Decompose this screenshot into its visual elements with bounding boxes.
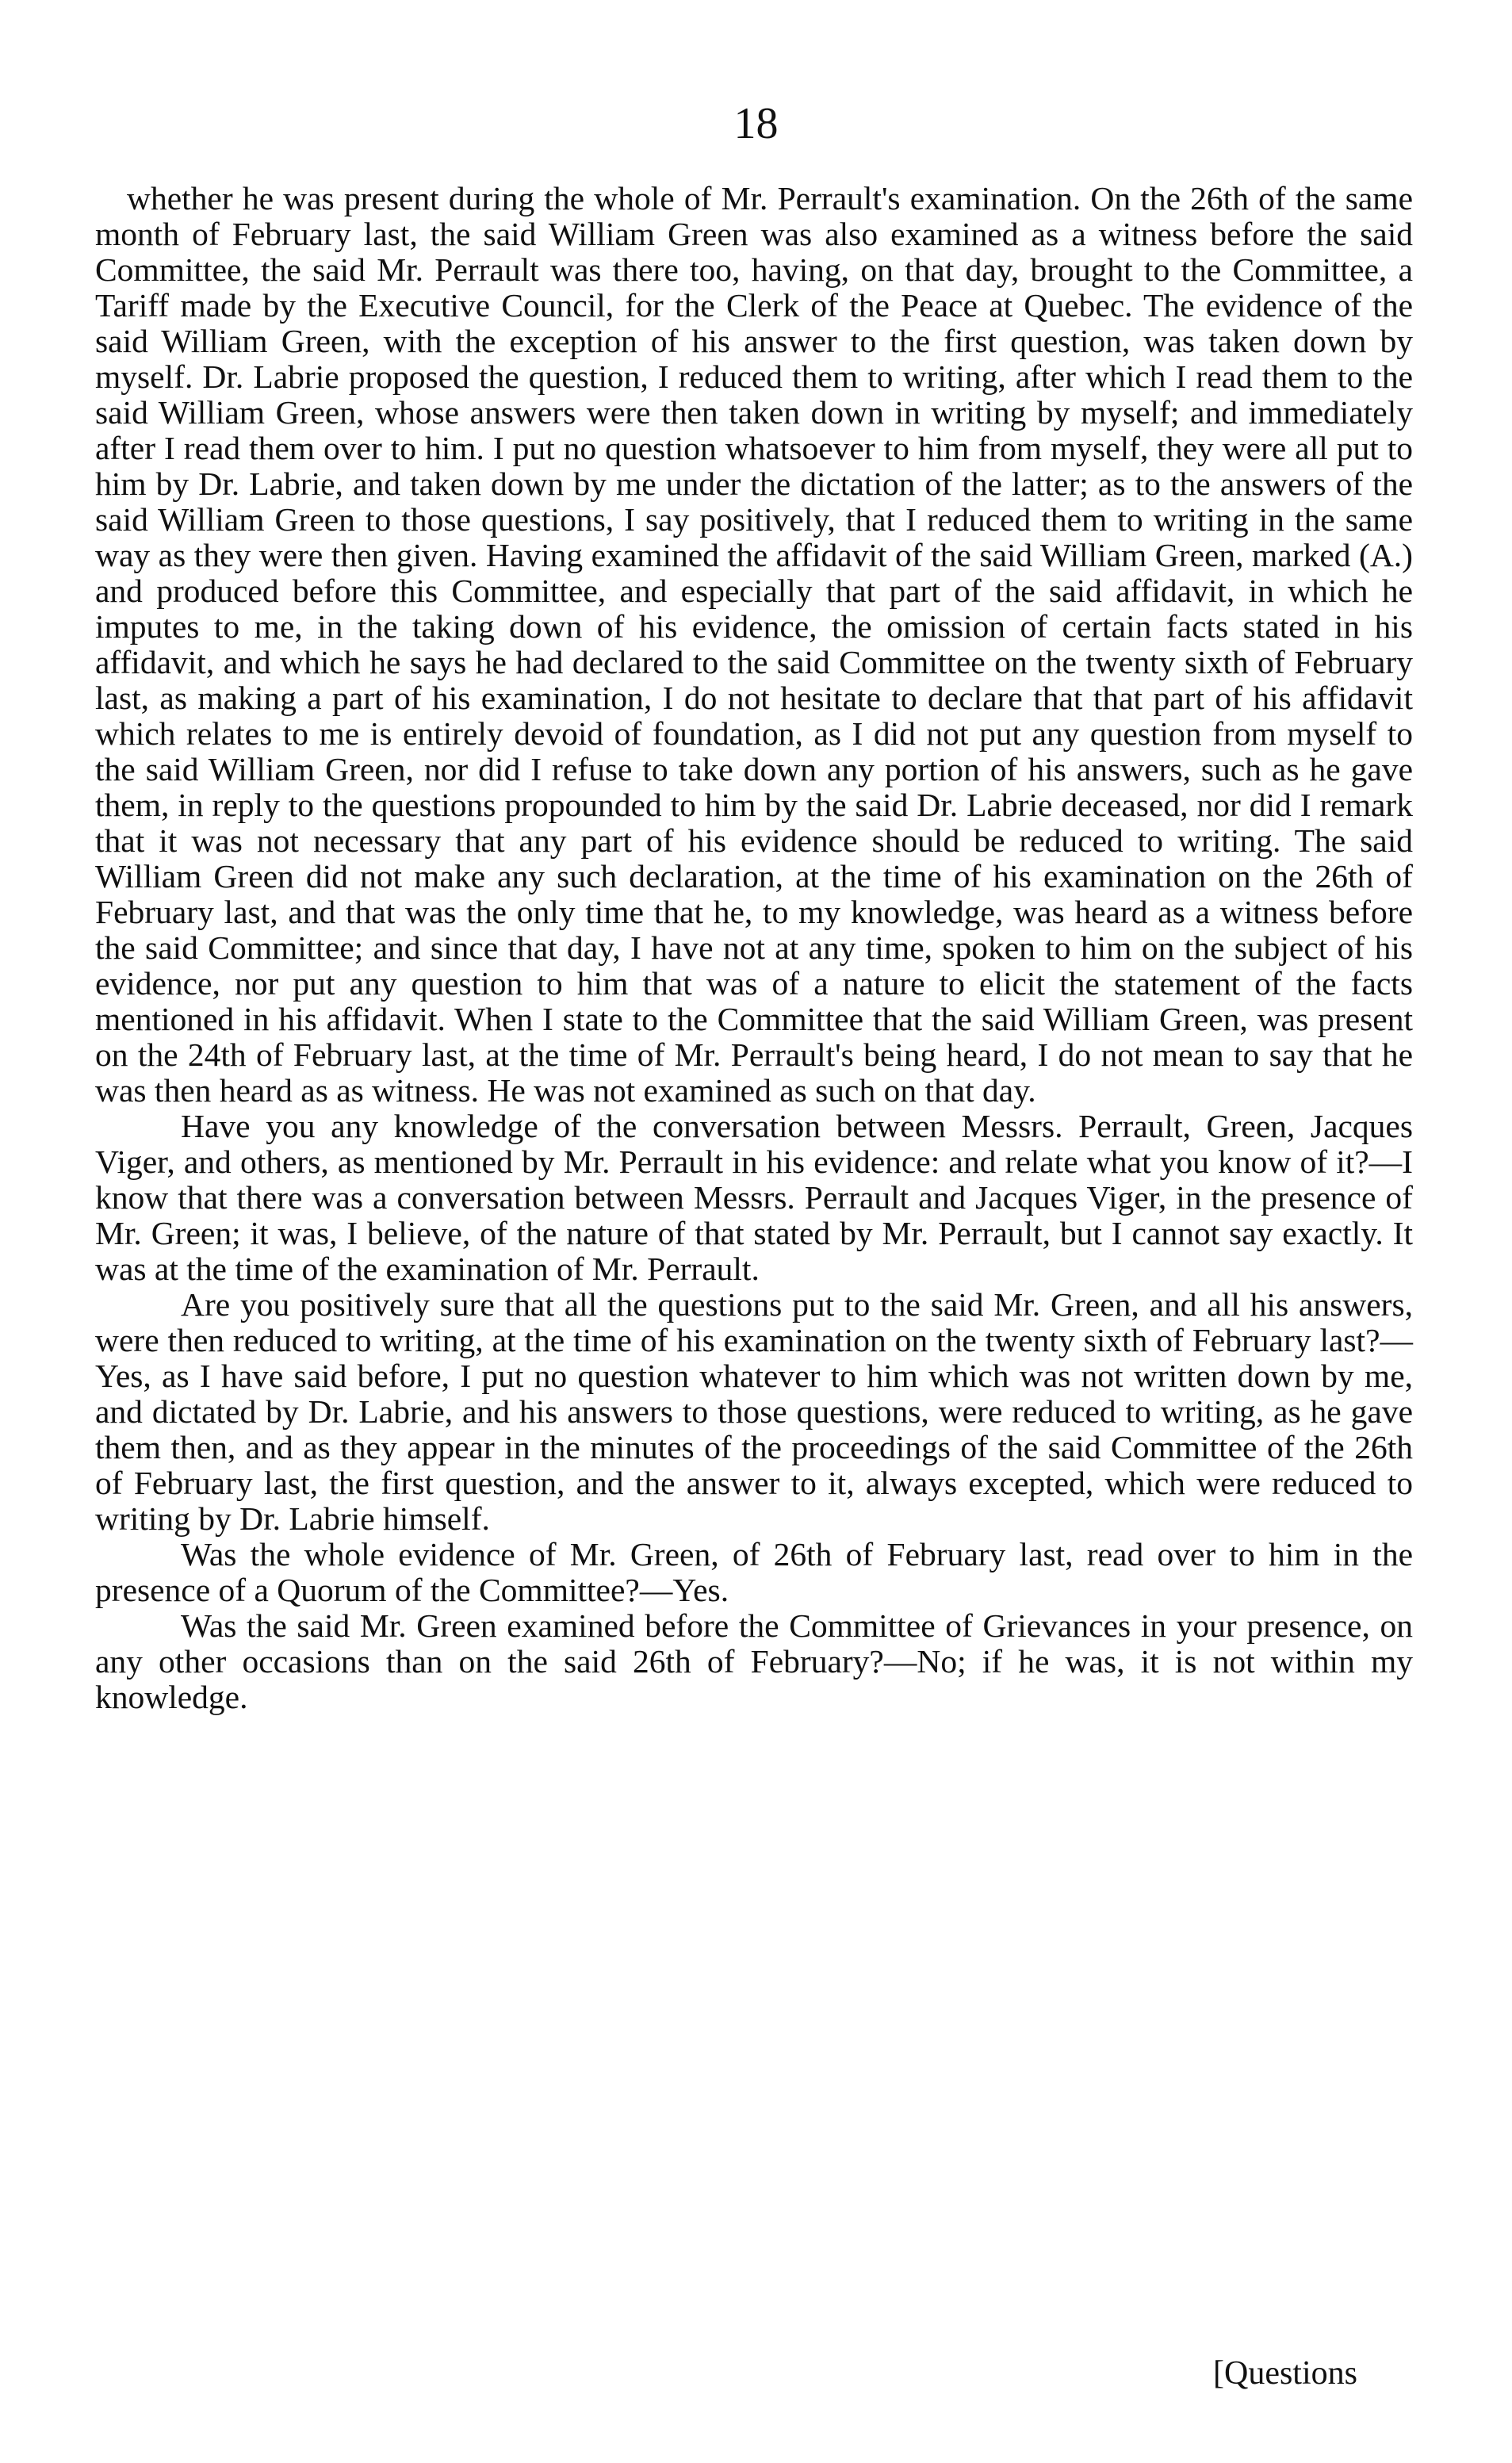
paragraph-question-answers-reduced: Are you positively sure that all the questions put to the said Mr. Green, and all his answers, were then reduced to writing, at the time of his examination on the twenty sixth of February last?—Yes, as I have said before, I put no question whatever to him which was not written down by me, and dictated by Dr. Labrie, and his answers to those questions, were reduced to writing, as he gave them then, and as they appear in the minutes of the proceedings of the said Committee of the 26th of February last, the first question, and the answer to it, always excepted, which were reduced to writing by Dr. Labrie himself. [95, 1286, 1413, 1537]
page-number: 18 [733, 99, 779, 148]
paragraph-question-conversation: Have you any knowledge of the conversation between Messrs. Perrault, Green, Jacques Viger, and others, as mentioned by Mr. Perrault in his evidence: and relate what you know of it?—I know that there was a conversation between Messrs. Perrault and Jacques Viger, in the presence of Mr. Green; it was, I believe, of the nature of that stated by Mr. Perrault, but I cannot say exactly. It was at the time of the examination of Mr. Perrault. [95, 1108, 1413, 1287]
body-text [95, 181, 1413, 1715]
catchword: [Questions [1213, 2355, 1357, 2392]
paragraph-deposition-continued: whether he was present during the whole of Mr. Perrault's examination. On the 26th of the same month of February last, the said William Green was also examined as a witness before the said Committee, the said Mr. Perrault was there too, having, on that day, brought to the Committee, a Tariff made by the Executive Council, for the Clerk of the Peace at Quebec. The evidence of the said William Green, with the exception of his answer to the first question, was taken down by myself. Dr. Labrie proposed the question, I reduced them to writing, after which I read them to the said William Green, whose answers were then taken down in writing by myself; and immediately after I read them over to him. I put no question whatsoever to him from myself, they were all put to him by Dr. Labrie, and taken down by me under the dictation of the latter; as to the answers of the said William Green to those questions, I say positively, that I reduced them to writing in the same way as they were then given. Having examined the affidavit of the said William Green, marked (A.) and produced before this Committee, and especially that part of the said affidavit, in which he imputes to me, in the taking down of his evidence, the omission of certain facts stated in his affidavit, and which he says he had declared to the said Committee on the twenty sixth of February last, as making a part of his examination, I do not hesitate to declare that that part of his affidavit which relates to me is entirely devoid of foundation, as I did not put any question from myself to the said William Green, nor did I refuse to take down any portion of his answers, such as he gave them, in reply to the questions propounded to him by the said Dr. Labrie deceased, nor did I remark that it was not necessary that any part of his evidence should be reduced to writing. The said William Green did not make any such declaration, at the time of his examination on the 26th of February last, and that was the only time that he, to my knowledge, was heard as a witness before the said Committee; and since that day, I have not at any time, spoken to him on the subject of his evidence, nor put any question to him that was of a nature to elicit the statement of the facts mentioned in his affidavit. When I state to the Committee that the said William Green, was present on the 24th of February last, at the time of Mr. Perrault's being heard, I do not mean to say that he was then heard as as witness. He was not examined as such on that day. [95, 180, 1413, 1109]
paragraph-question-evidence-read: Was the whole evidence of Mr. Green, of 26th of February last, read over to him in the presence of a Quorum of the Committee?—Yes. [95, 1536, 1413, 1608]
paragraph-question-other-occasions: Was the said Mr. Green examined before the Committee of Grievances in your presence, on any other occasions than on the said 26th of February?—No; if he was, it is not within my knowledge. [95, 1607, 1413, 1715]
